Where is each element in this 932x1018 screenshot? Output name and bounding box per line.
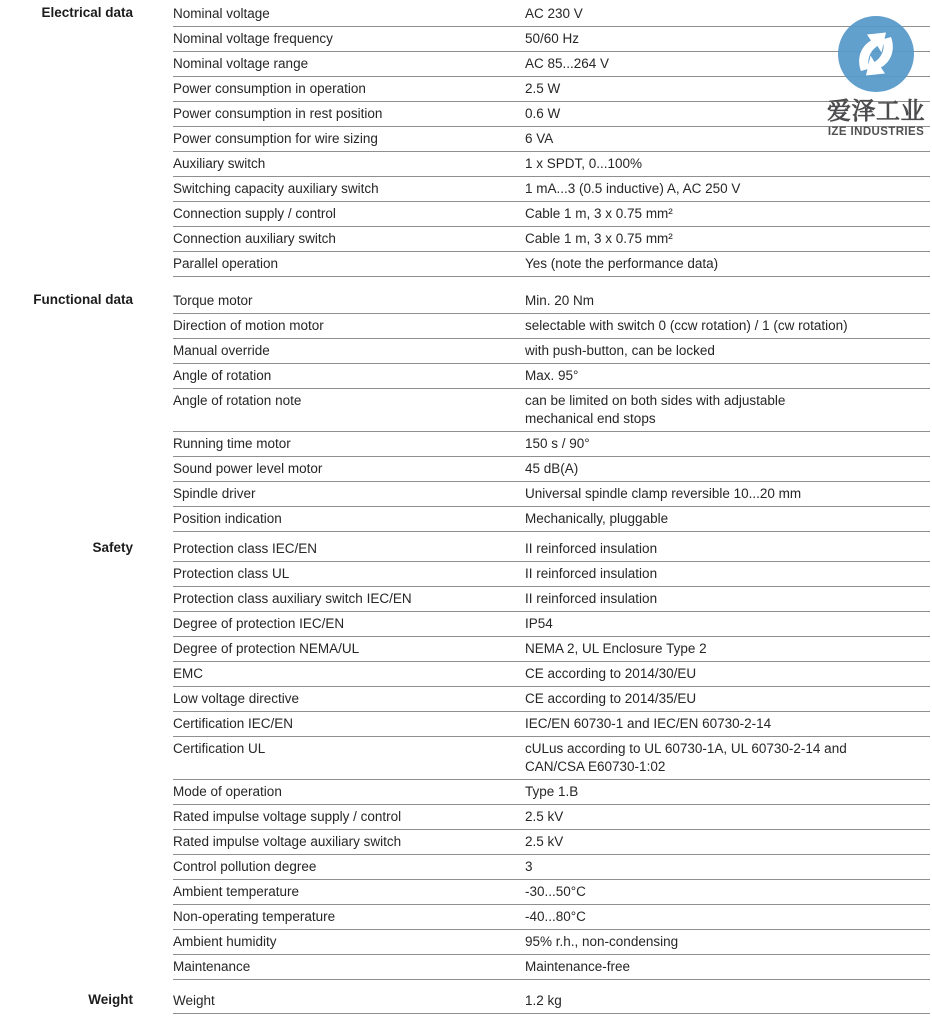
property-label: Connection supply / control	[173, 206, 336, 221]
table-row	[173, 712, 930, 737]
property-value: 2.5 kV	[525, 834, 564, 849]
property-label: Angle of rotation note	[173, 393, 302, 408]
table-row	[173, 152, 930, 177]
property-value: 2.5 kV	[525, 809, 564, 824]
section-label: Electrical data	[41, 5, 133, 20]
table-row	[173, 52, 930, 77]
property-label: Rated impulse voltage supply / control	[173, 809, 402, 824]
property-label: Control pollution degree	[173, 859, 317, 874]
property-label: Ambient temperature	[173, 884, 300, 899]
property-label: Spindle driver	[173, 486, 256, 501]
property-value: 0.6 W	[525, 106, 561, 121]
table-row	[173, 930, 930, 955]
property-value: Cable 1 m, 3 x 0.75 mm²	[525, 206, 673, 221]
table-row	[173, 780, 930, 805]
table-row	[173, 737, 930, 780]
property-value: -30...50°C	[525, 884, 586, 899]
property-value: 95% r.h., non-condensing	[525, 934, 679, 949]
table-row	[173, 389, 930, 432]
table-row	[173, 562, 930, 587]
property-label: Ambient humidity	[173, 934, 277, 949]
property-label: Nominal voltage frequency	[173, 31, 333, 46]
table-row	[173, 127, 930, 152]
table-row	[173, 662, 930, 687]
table-row	[173, 955, 930, 980]
logo-circular-arrows-icon	[838, 16, 914, 92]
property-label: Rated impulse voltage auxiliary switch	[173, 834, 402, 849]
property-label: Auxiliary switch	[173, 156, 266, 171]
table-row	[173, 507, 930, 532]
property-label: Mode of operation	[173, 784, 282, 799]
table-row	[173, 457, 930, 482]
section-label: Safety	[92, 540, 133, 555]
property-label: Manual override	[173, 343, 270, 358]
property-value: Universal spindle clamp reversible 10...20 mm	[525, 486, 802, 501]
property-value: IEC/EN 60730-1 and IEC/EN 60730-2-14	[525, 716, 772, 731]
property-value: IP54	[525, 616, 553, 631]
section-rows	[173, 2, 930, 277]
property-label: Nominal voltage	[173, 6, 270, 21]
table-row	[173, 77, 930, 102]
property-label: Running time motor	[173, 436, 291, 451]
table-row	[173, 880, 930, 905]
property-value: selectable with switch 0 (ccw rotation) / 1 (cw rotation)	[525, 318, 848, 333]
property-value: Mechanically, pluggable	[525, 511, 669, 526]
table-row	[173, 364, 930, 389]
property-label: Parallel operation	[173, 256, 279, 271]
section-label: Weight	[88, 992, 133, 1007]
property-value: AC 85...264 V	[525, 56, 610, 71]
property-label: Protection class auxiliary switch IEC/EN	[173, 591, 412, 606]
property-label: Power consumption in rest position	[173, 106, 383, 121]
table-row	[173, 637, 930, 662]
property-label: Protection class UL	[173, 566, 290, 581]
table-row	[173, 687, 930, 712]
table-row	[173, 855, 930, 880]
property-label: Angle of rotation	[173, 368, 272, 383]
property-value: 2.5 W	[525, 81, 561, 96]
table-row	[173, 612, 930, 637]
property-value: AC 230 V	[525, 6, 583, 21]
property-label: Switching capacity auxiliary switch	[173, 181, 379, 196]
table-row	[173, 537, 930, 562]
property-label: Degree of protection IEC/EN	[173, 616, 345, 631]
property-value: 1.2 kg	[525, 993, 562, 1008]
property-value: cULus according to UL 60730-1A, UL 60730-2-14 and CAN/CSA E60730-1:02	[525, 741, 847, 774]
table-row	[173, 905, 930, 930]
section-safety	[0, 537, 932, 980]
property-label: Nominal voltage range	[173, 56, 309, 71]
table-row	[173, 102, 930, 127]
property-label: EMC	[173, 666, 203, 681]
property-value: 150 s / 90°	[525, 436, 590, 451]
property-label: Position indication	[173, 511, 282, 526]
property-label: Degree of protection NEMA/UL	[173, 641, 360, 656]
property-value: 3	[525, 859, 533, 874]
section-functional-data	[0, 289, 932, 532]
property-value: II reinforced insulation	[525, 566, 658, 581]
property-value: CE according to 2014/35/EU	[525, 691, 697, 706]
table-row	[173, 202, 930, 227]
section-weight	[0, 989, 932, 1014]
table-row	[173, 830, 930, 855]
property-label: Power consumption in operation	[173, 81, 366, 96]
property-value: 1 x SPDT, 0...100%	[525, 156, 643, 171]
table-row	[173, 587, 930, 612]
property-value: with push-button, can be locked	[525, 343, 715, 358]
table-row	[173, 27, 930, 52]
property-label: Torque motor	[173, 293, 253, 308]
property-value: CE according to 2014/30/EU	[525, 666, 697, 681]
table-row	[173, 482, 930, 507]
table-row	[173, 989, 930, 1014]
property-label: Sound power level motor	[173, 461, 323, 476]
table-row	[173, 432, 930, 457]
property-value: 50/60 Hz	[525, 31, 580, 46]
table-row	[173, 339, 930, 364]
property-label: Certification UL	[173, 741, 266, 756]
section-rows	[173, 537, 930, 980]
property-label: Protection class IEC/EN	[173, 541, 318, 556]
property-value: II reinforced insulation	[525, 591, 658, 606]
property-label: Direction of motion motor	[173, 318, 324, 333]
property-value: II reinforced insulation	[525, 541, 658, 556]
property-label: Low voltage directive	[173, 691, 300, 706]
logo-english-text: IZE INDUSTRIES	[827, 126, 925, 138]
table-row	[173, 227, 930, 252]
property-value: Min. 20 Nm	[525, 293, 595, 308]
property-value: Yes (note the performance data)	[525, 256, 719, 271]
table-row	[173, 252, 930, 277]
section-rows	[173, 989, 930, 1014]
logo-chinese-text: 爱泽工业	[827, 98, 925, 125]
property-value: Maintenance-free	[525, 959, 631, 974]
property-value: 45 dB(A)	[525, 461, 579, 476]
section-rows	[173, 289, 930, 532]
ize-logo	[826, 16, 926, 138]
property-value: 6 VA	[525, 131, 554, 146]
property-value: 1 mA...3 (0.5 inductive) A, AC 250 V	[525, 181, 741, 196]
property-label: Power consumption for wire sizing	[173, 131, 378, 146]
property-value: NEMA 2, UL Enclosure Type 2	[525, 641, 707, 656]
property-label: Maintenance	[173, 959, 251, 974]
property-value: -40...80°C	[525, 909, 586, 924]
table-row	[173, 314, 930, 339]
table-row	[173, 289, 930, 314]
property-value: Max. 95°	[525, 368, 579, 383]
table-row	[173, 2, 930, 27]
property-value: Cable 1 m, 3 x 0.75 mm²	[525, 231, 673, 246]
property-label: Connection auxiliary switch	[173, 231, 336, 246]
property-label: Certification IEC/EN	[173, 716, 294, 731]
property-value: Type 1.B	[525, 784, 579, 799]
section-electrical-data	[0, 2, 932, 277]
property-label: Weight	[173, 993, 215, 1008]
section-label: Functional data	[33, 292, 133, 307]
table-row	[173, 805, 930, 830]
table-row	[173, 177, 930, 202]
property-label: Non-operating temperature	[173, 909, 336, 924]
property-value: can be limited on both sides with adjustable mechanical end stops	[525, 393, 786, 426]
